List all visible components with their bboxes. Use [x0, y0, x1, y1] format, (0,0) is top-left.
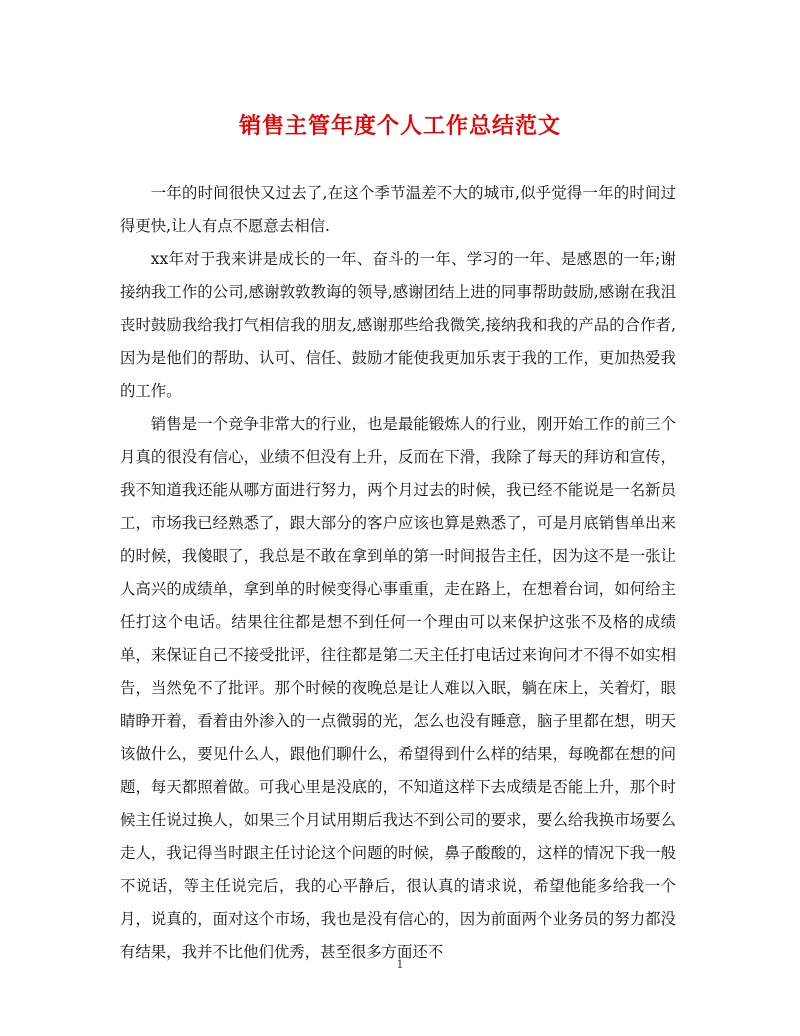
document-body [120, 177, 676, 969]
paragraph-2: xx年对于我来讲是成长的一年、奋斗的一年、学习的一年、是感恩的一年;谢接纳我工作的公司,感谢敦敦教诲的领导,感谢团结上进的同事帮助鼓励,感谢在我沮丧时鼓励我给我打气相信我的朋友,感谢那些给我微笑,接纳我和我的产品的合作者,因为是他们的帮助、认可、信任、鼓励才能使我更加乐衷于我的工作，更加热爱我的工作。 [120, 250, 676, 400]
page-number: 1 [396, 958, 404, 971]
paragraph-3: 销售是一个竞争非常大的行业，也是最能锻炼人的行业，刚开始工作的前三个月真的很没有信心，业绩不但没有上升，反而在下滑，我除了每天的拜访和宣传，我不知道我还能从哪方面进行努力，两个月过去的时候，我已经不能说是一名新员工，市场我已经熟悉了，跟大部分的客户应该也算是熟悉了，可是月底销售单出来的时候，我傻眼了，我总是不敢在拿到单的第一时间报告主任，因为这不是一张让人高兴的成绩单，拿到单的时候变得心事重重，走在路上，在想着台词，如何给主任打这个电话。结果往往都是想不到任何一个理由可以来保护这张不及格的成绩单，来保证自己不接受批评，往往都是第二天主任打电话过来询问才不得不如实相告，当然免不了批评。那个时候的夜晚总是让人难以入眠，躺在床上，关着灯，眼睛睁开着，看着由外渗入的一点微弱的光，怎么也没有睡意，脑子里都在想，明天该做什么，要见什么人，跟他们聊什么，希望得到什么样的结果，每晚都在想的问题，每天都照着做。可我心里是没底的，不知道这样下去成绩是否能上升，那个时候主任说过换人，如果三个月试用期后我达不到公司的要求，要么给我换市场要么走人，我记得当时跟主任讨论这个问题的时候，鼻子酸酸的，这样的情况下我一般不说话，等主任说完后，我的心平静后，很认真的请求说，希望他能多给我一个月，说真的，面对这个市场，我也是没有信心的，因为前面两个业务员的努力都没有结果，我并不比他们优秀，甚至很多方面还不 [120, 415, 676, 961]
paragraph-1: 一年的时间很快又过去了,在这个季节温差不大的城市,似乎觉得一年的时间过得更快,让人有点不愿意去相信. [120, 184, 676, 235]
document-title: 销售主管年度个人工作总结范文 [238, 114, 561, 139]
